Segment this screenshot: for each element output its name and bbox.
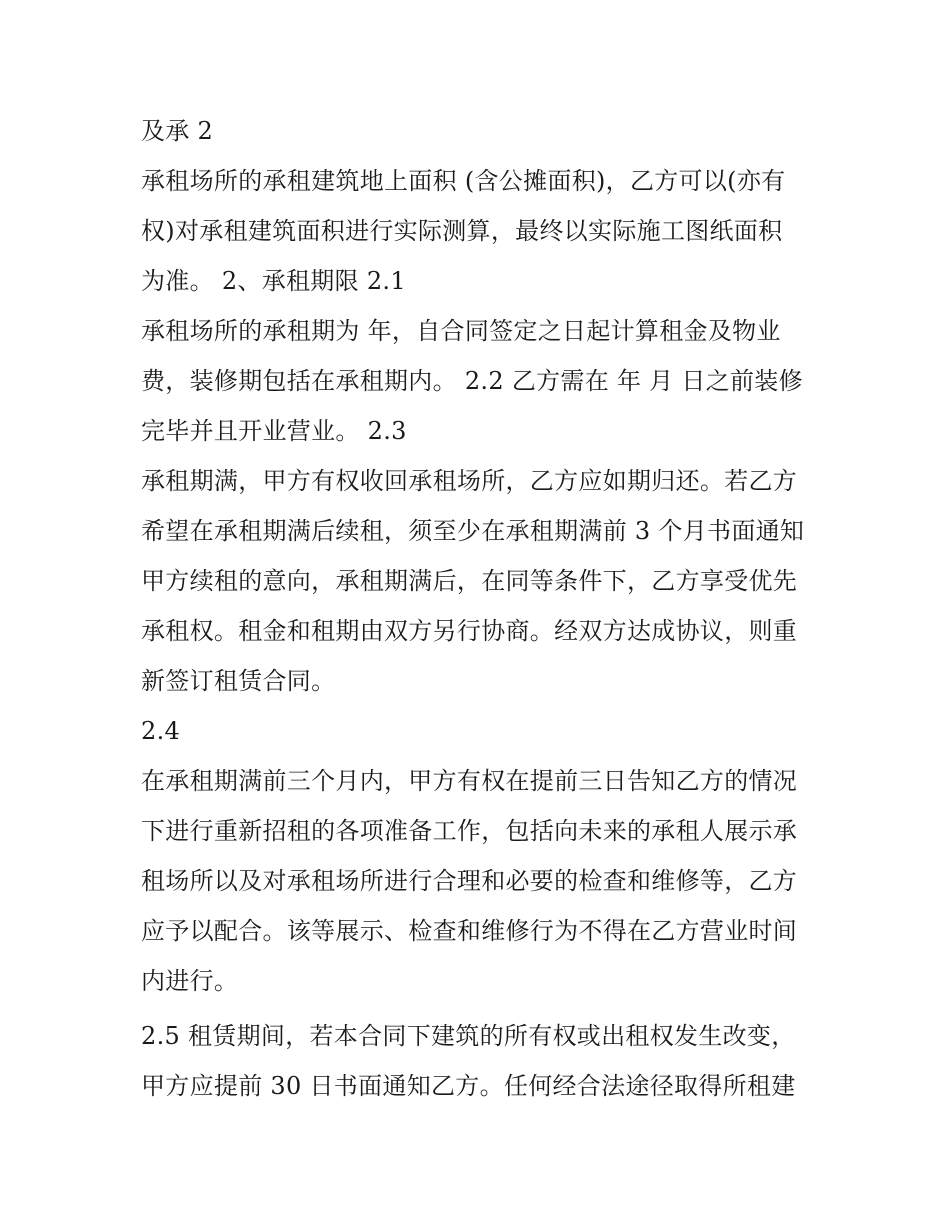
text-line: 承租期满，甲方有权收回承租场所，乙方应如期归还。若乙方 [141, 467, 798, 495]
text-line: 费，装修期包括在承租期内。 2.2 乙方需在 年 月 日之前装修 [141, 367, 803, 395]
text-line: 甲方应提前 30 日书面通知乙方。任何经合法途径取得所租建 [141, 1072, 796, 1100]
text-line: 2.5 租赁期间，若本合同下建筑的所有权或出租权发生改变， [141, 1022, 796, 1050]
text-line: 承租权。租金和租期由双方另行协商。经双方达成协议，则重 [141, 617, 798, 645]
section-number: 2.4 [141, 717, 181, 745]
text-line: 承租场所的承租期为 年，自合同签定之日起计算租金及物业 [141, 317, 781, 345]
text-line: 承租场所的承租建筑地上面积 (含公摊面积)，乙方可以(亦有 [141, 167, 786, 195]
text-line: 下进行重新招租的各项准备工作，包括向未来的承租人展示承 [141, 817, 798, 845]
text-line: 及承 2 [141, 117, 214, 145]
text-line: 在承租期满前三个月内，甲方有权在提前三日告知乙方的情况 [141, 767, 798, 795]
text-line: 希望在承租期满后续租，须至少在承租期满前 3 个月书面通知 [141, 517, 805, 545]
text-line: 内进行。 [141, 967, 239, 995]
text-line: 应予以配合。该等展示、检查和维修行为不得在乙方营业时间 [141, 917, 798, 945]
text-line: 新签订租赁合同。 [141, 667, 336, 695]
text-line: 完毕并且开业营业。 2.3 [141, 417, 407, 445]
text-line: 甲方续租的意向，承租期满后，在同等条件下，乙方享受优先 [141, 567, 798, 595]
text-line: 租场所以及对承租场所进行合理和必要的检查和维修等，乙方 [141, 867, 798, 895]
text-line: 权)对承租建筑面积进行实际测算，最终以实际施工图纸面积 [141, 217, 783, 245]
text-line: 为准。 2、承租期限 2.1 [141, 267, 406, 295]
